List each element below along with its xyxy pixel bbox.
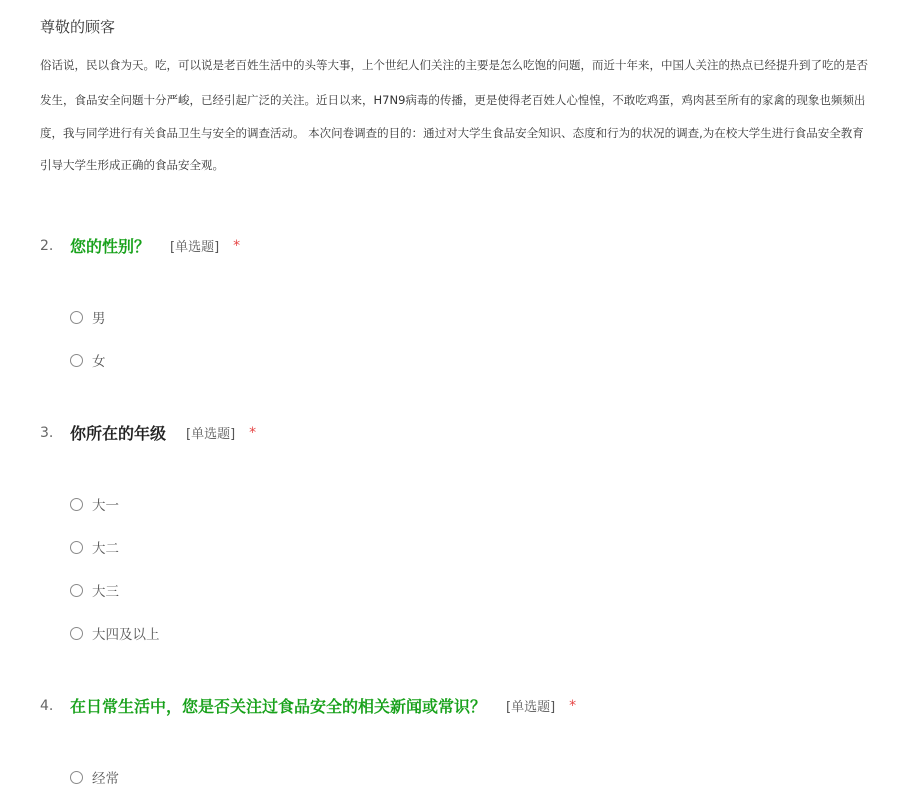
question-3-header bbox=[40, 421, 256, 444]
option-male[interactable] bbox=[70, 307, 106, 327]
option-label: 大四及以上 bbox=[92, 627, 160, 643]
intro-line-4: 引导大学生形成正确的食品安全观。 bbox=[40, 158, 224, 172]
option-label: 女 bbox=[92, 354, 106, 370]
option-label: 大三 bbox=[92, 584, 119, 600]
question-number: 4. bbox=[40, 697, 54, 714]
intro-line-2: 发生，食品安全问题十分严峻，已经引起广泛的关注。近日以来，H7N9病毒的传播，更是使得老百姓人心惶惶，不敢吃鸡蛋，鸡肉甚至所有的家禽的现象也频频出 bbox=[40, 93, 866, 107]
option-female[interactable] bbox=[70, 350, 106, 370]
option-label: 经常 bbox=[92, 771, 119, 787]
intro-line-3: 度，我与同学进行有关食品卫生与安全的调查活动。 本次问卷调查的目的：通过对大学生食品安全知识、态度和行为的状况的调查,为在校大学生进行食品安全教育 bbox=[40, 126, 864, 140]
radio-button[interactable] bbox=[70, 498, 83, 511]
option-year-3[interactable] bbox=[70, 580, 119, 600]
radio-button[interactable] bbox=[70, 311, 83, 324]
option-label: 男 bbox=[92, 311, 106, 327]
option-often[interactable] bbox=[70, 767, 119, 787]
option-label: 大二 bbox=[92, 541, 119, 557]
question-type-label: [单选题] bbox=[186, 427, 236, 442]
radio-button[interactable] bbox=[70, 627, 83, 640]
option-year-1[interactable] bbox=[70, 494, 119, 514]
option-label: 大一 bbox=[92, 498, 119, 514]
radio-button[interactable] bbox=[70, 584, 83, 597]
question-title: 您的性别？ bbox=[70, 237, 151, 256]
question-number: 2. bbox=[40, 237, 54, 254]
question-4-header bbox=[40, 694, 576, 717]
radio-button[interactable] bbox=[70, 354, 83, 367]
question-number: 3. bbox=[40, 424, 54, 441]
required-marker: * bbox=[569, 697, 577, 714]
radio-button[interactable] bbox=[70, 541, 83, 554]
option-year-2[interactable] bbox=[70, 537, 119, 557]
intro-line-1: 俗话说，民以食为天。吃，可以说是老百姓生活中的头等大事，上个世纪人们关注的主要是怎么吃饱的问题，而近十年来，中国人关注的热点已经提升到了吃的是否 bbox=[40, 58, 868, 72]
question-type-label: [单选题] bbox=[506, 700, 556, 715]
question-title: 在日常生活中，您是否关注过食品安全的相关新闻或常识？ bbox=[70, 697, 487, 716]
greeting-heading: 尊敬的顾客 bbox=[40, 18, 116, 36]
question-type-label: [单选题] bbox=[170, 240, 220, 255]
question-title: 你所在的年级 bbox=[70, 424, 167, 443]
option-year-4-plus[interactable] bbox=[70, 623, 160, 643]
required-marker: * bbox=[249, 424, 257, 441]
question-2-header bbox=[40, 234, 240, 257]
required-marker: * bbox=[233, 237, 241, 254]
radio-button[interactable] bbox=[70, 771, 83, 784]
